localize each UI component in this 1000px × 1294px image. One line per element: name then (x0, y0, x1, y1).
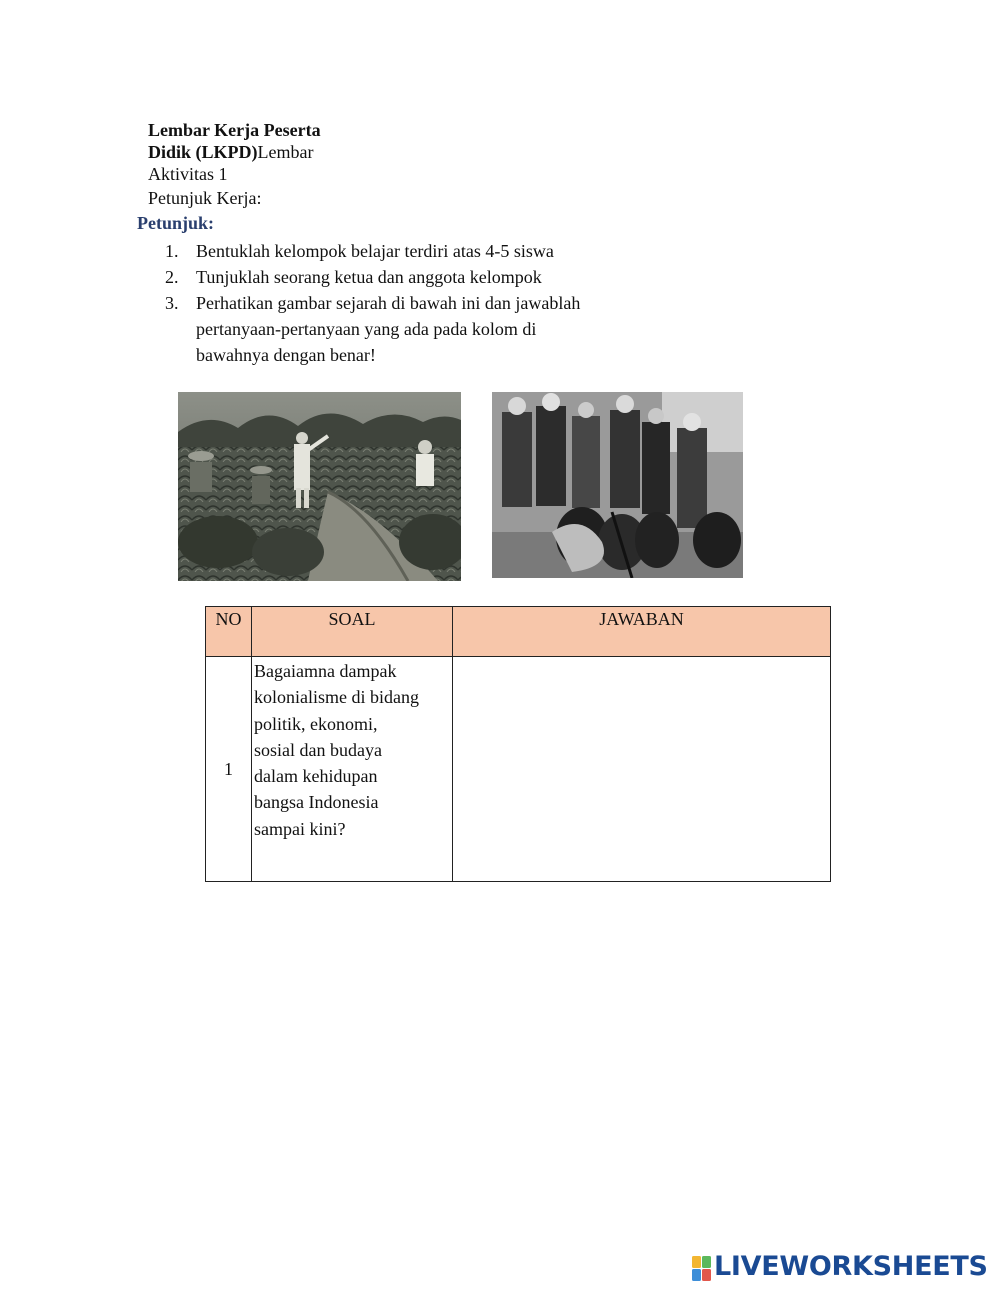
soldiers-photo (492, 392, 743, 578)
logo-tile (702, 1256, 711, 1268)
question-line: sosial dan budaya (254, 739, 382, 760)
worksheet-title-line2 (148, 141, 313, 163)
header-no: NO (206, 607, 252, 657)
instruction-step (165, 264, 635, 290)
instruction-step (165, 238, 635, 264)
activity-label: Aktivitas 1 (148, 164, 228, 184)
step-number: 1. (165, 241, 179, 261)
liveworksheets-tile-icon (692, 1256, 712, 1282)
step-number: 3. (165, 293, 179, 313)
logo-tile (702, 1269, 711, 1281)
worksheet-title-lembar: Lembar (257, 142, 314, 162)
liveworksheets-wordmark: LIVEWORKSHEETS (714, 1251, 988, 1282)
logo-tile (692, 1256, 701, 1268)
table-header-row (206, 607, 831, 657)
step-text: Tunjuklah seorang ketua dan anggota kelompok (196, 267, 542, 287)
step-text: bawahnya dengan benar! (196, 345, 376, 365)
question-line: politik, ekonomi, (254, 713, 378, 734)
question-line: sampai kini? (254, 818, 346, 839)
question-line: kolonialisme di bidang (254, 687, 419, 708)
question-text (252, 657, 452, 842)
step-number: 2. (165, 267, 179, 287)
question-number: 1 (206, 657, 252, 882)
worksheet-title-line1: Lembar Kerja Peserta (148, 120, 321, 140)
worksheet-title-lkpd: Didik (LKPD) (148, 142, 258, 162)
question-cell (252, 657, 453, 882)
step-text: pertanyaan-pertanyaan yang ada pada kolom di (196, 319, 537, 339)
liveworksheets-logo (692, 1251, 992, 1286)
step-text: Bentuklah kelompok belajar terdiri atas 4-5 siswa (196, 241, 554, 261)
step-text: Perhatikan gambar sejarah di bawah ini dan jawablah (196, 293, 581, 313)
table-row (206, 657, 831, 882)
instructions-list (165, 238, 635, 368)
question-line: Bagaiamna dampak (254, 661, 397, 681)
question-line: bangsa Indonesia (254, 792, 379, 813)
logo-tile (692, 1269, 701, 1281)
plantation-photo (178, 392, 461, 581)
instruction-step (165, 290, 635, 368)
header-jawaban: JAWABAN (453, 607, 831, 657)
instructions-heading: Petunjuk: (137, 213, 215, 233)
question-line: dalam kehidupan (254, 766, 378, 787)
work-instructions-label: Petunjuk Kerja: (148, 188, 262, 208)
answer-field[interactable] (453, 657, 831, 882)
header-soal: SOAL (252, 607, 453, 657)
question-table (205, 606, 831, 882)
